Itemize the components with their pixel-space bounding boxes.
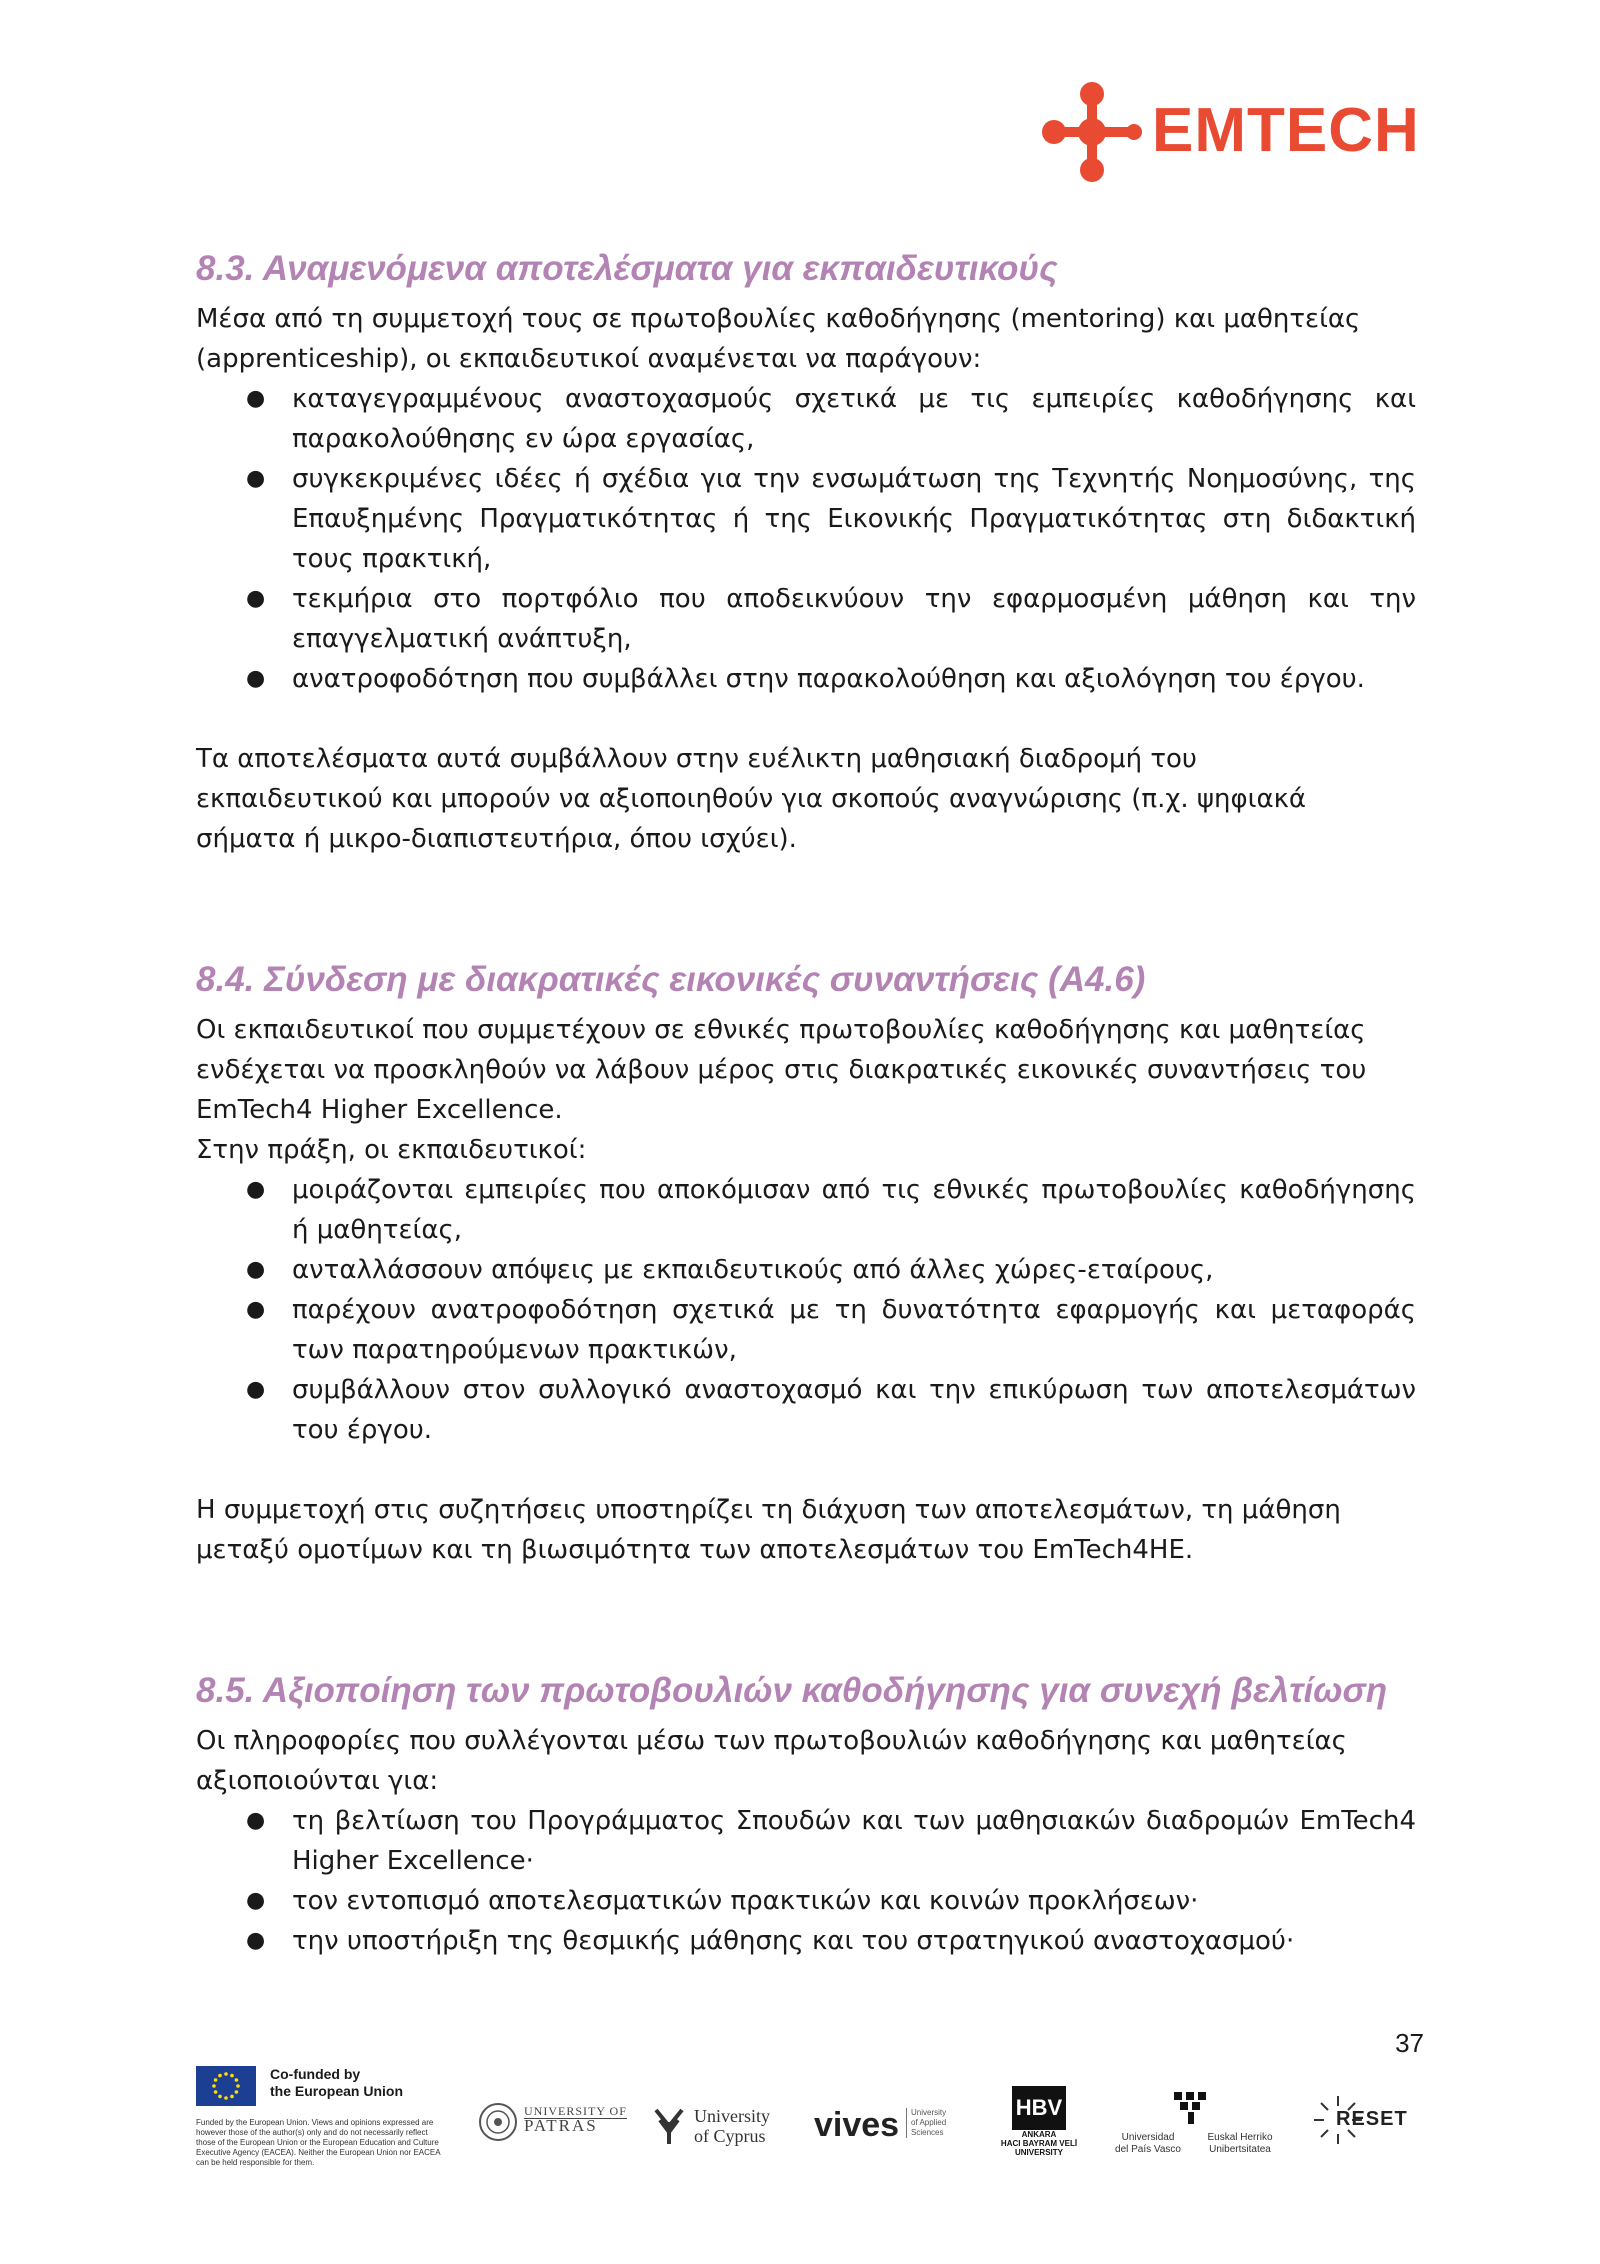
list-item: ● την υποστήριξη της θεσμικής μάθησης και του στρατηγικού αναστοχασμού· (196, 1921, 1416, 1961)
partner-logo-patras: UNIVERSITY OF PATRAS (478, 2086, 628, 2166)
bullet-icon: ● (246, 1808, 266, 1833)
partner-logo-cyprus: University of Cyprus (650, 2086, 790, 2166)
paragraph-line: Μέσα από τη συμμετοχή τους σε πρωτοβουλίες καθοδήγησης (mentoring) και μαθητείας (196, 304, 1361, 334)
bullet-list (196, 1801, 1416, 1961)
partner-logo-reset: RESET (1312, 2086, 1432, 2166)
bullet-icon: ● (246, 386, 266, 411)
list-item: ● μοιράζονται εμπειρίες που αποκόμισαν από τις εθνικές πρωτοβουλίες καθοδήγησης ή μαθητείας, (196, 1170, 1416, 1250)
eu-cofunded-label: Co-funded by the European Union (270, 2066, 403, 2099)
paragraph-line: EmTech4 Higher Excellence. (196, 1095, 563, 1125)
bullet-icon: ● (246, 1377, 266, 1402)
document-body (196, 248, 1416, 1961)
bullet-icon: ● (246, 666, 266, 691)
section-8-3 (196, 248, 1416, 859)
page-number: 37 (1395, 2028, 1424, 2058)
list-item: ● καταγεγραμμένους αναστοχασμούς σχετικά με τις εμπειρίες καθοδήγησης και παρακολούθησης εν ώρα εργασίας, (196, 379, 1416, 459)
partner-logo-ankara: HBV ANKARA HACI BAYRAM VELİ UNIVERSITY (984, 2086, 1094, 2166)
ehu-tree-icon (1168, 2086, 1216, 2126)
section-heading: 8.5. Αξιοποίηση των πρωτοβουλιών καθοδήγησης για συνεχή βελτίωση (196, 1671, 1388, 1710)
partner-logo-vives: vives University of Applied Sciences (814, 2106, 947, 2144)
section-8-5 (196, 1670, 1416, 1961)
patras-seal-icon (478, 2102, 518, 2142)
paragraph-line: ενδέχεται να προσκληθούν να λάβουν μέρος στις διακρατικές εικονικές συναντήσεις του (196, 1055, 1367, 1085)
emtech-logo (1040, 80, 1420, 190)
paragraph-line: μεταξύ ομοτίμων και τη βιωσιμότητα των αποτελεσμάτων του EmTech4HE. (196, 1535, 1194, 1565)
emtech-molecule-icon (1040, 80, 1144, 184)
list-item: ● τον εντοπισμό αποτελεσματικών πρακτικών και κοινών προκλήσεων· (196, 1881, 1416, 1921)
partner-logo-ehu: Universidad del País Vasco Euskal Herriko Unibertsitatea (1108, 2086, 1288, 2166)
bullet-icon: ● (246, 1888, 266, 1913)
section-heading: 8.4. Σύνδεση με διακρατικές εικονικές συναντήσεις (Α4.6) (196, 960, 1146, 999)
paragraph-line: αξιοποιούνται για: (196, 1766, 439, 1796)
bullet-icon: ● (246, 466, 266, 491)
paragraph-line: Τα αποτελέσματα αυτά συμβάλλουν στην ευέλικτη μαθησιακή διαδρομή του (196, 744, 1197, 774)
list-item: ● τη βελτίωση του Προγράμματος Σπουδών και των μαθησιακών διαδρομών EmTech4 Higher Excellence· (196, 1801, 1416, 1881)
bullet-icon: ● (246, 1177, 266, 1202)
list-item: ● συγκεκριμένες ιδέες ή σχέδια για την ενσωμάτωση της Τεχνητής Νοημοσύνης, της Επαυξημένης Πραγματικότητας ή της Εικονικής Πραγματικότητας στη διδακτική τους πρακτική, (196, 459, 1416, 579)
list-item: ● παρέχουν ανατροφοδότηση σχετικά με τη δυνατότητα εφαρμογής και μεταφοράς των παρατηρούμενων πρακτικών, (196, 1290, 1416, 1370)
paragraph-line: Οι εκπαιδευτικοί που συμμετέχουν σε εθνικές πρωτοβουλίες καθοδήγησης και μαθητείας (196, 1015, 1366, 1045)
list-item: ● ανατροφοδότηση που συμβάλλει στην παρακολούθηση και αξιολόγηση του έργου. (196, 659, 1416, 699)
list-item: ● τεκμήρια στο πορτφόλιο που αποδεικνύουν την εφαρμοσμένη μάθηση και την επαγγελματική ανάπτυξη, (196, 579, 1416, 659)
list-item: ● ανταλλάσσουν απόψεις με εκπαιδευτικούς από άλλες χώρες-εταίρους, (196, 1250, 1416, 1290)
section-8-4 (196, 959, 1416, 1570)
eu-disclaimer: Funded by the European Union. Views and opinions expressed are however those of the author(s) only and do not necessarily reflect those of the European Union or the European Education and Culture Executive Agency (EACEA). Neither the European Union nor EACEA can be held responsible for them. (196, 2118, 441, 2167)
paragraph-line: Οι πληροφορίες που συλλέγονται μέσω των πρωτοβουλιών καθοδήγησης και μαθητείας (196, 1726, 1347, 1756)
paragraph-line: Στην πράξη, οι εκπαιδευτικοί: (196, 1135, 587, 1165)
cyprus-tree-icon (650, 2102, 688, 2146)
eu-flag-icon (196, 2066, 256, 2106)
paragraph-line: (apprenticeship), οι εκπαιδευτικοί αναμένεται να παράγουν: (196, 344, 982, 374)
logo-text: EMTECH (1152, 96, 1420, 165)
paragraph-line: Η συμμετοχή στις συζητήσεις υποστηρίζει τη διάχυση των αποτελεσμάτων, τη μάθηση (196, 1495, 1341, 1525)
bullet-icon: ● (246, 1928, 266, 1953)
bullet-list (196, 379, 1416, 699)
list-item: ● συμβάλλουν στον συλλογικό αναστοχασμό και την επικύρωση των αποτελεσμάτων του έργου. (196, 1370, 1416, 1450)
bullet-list (196, 1170, 1416, 1450)
paragraph-line: εκπαιδευτικού και μπορούν να αξιοποιηθούν για σκοπούς αναγνώρισης (π.χ. ψηφιακά (196, 784, 1307, 814)
bullet-icon: ● (246, 1297, 266, 1322)
bullet-icon: ● (246, 1257, 266, 1282)
section-heading: 8.3. Αναμενόμενα αποτελέσματα για εκπαιδευτικούς (196, 249, 1058, 288)
bullet-icon: ● (246, 586, 266, 611)
paragraph-line: σήματα ή μικρο-διαπιστευτήρια, όπου ισχύει). (196, 824, 797, 854)
